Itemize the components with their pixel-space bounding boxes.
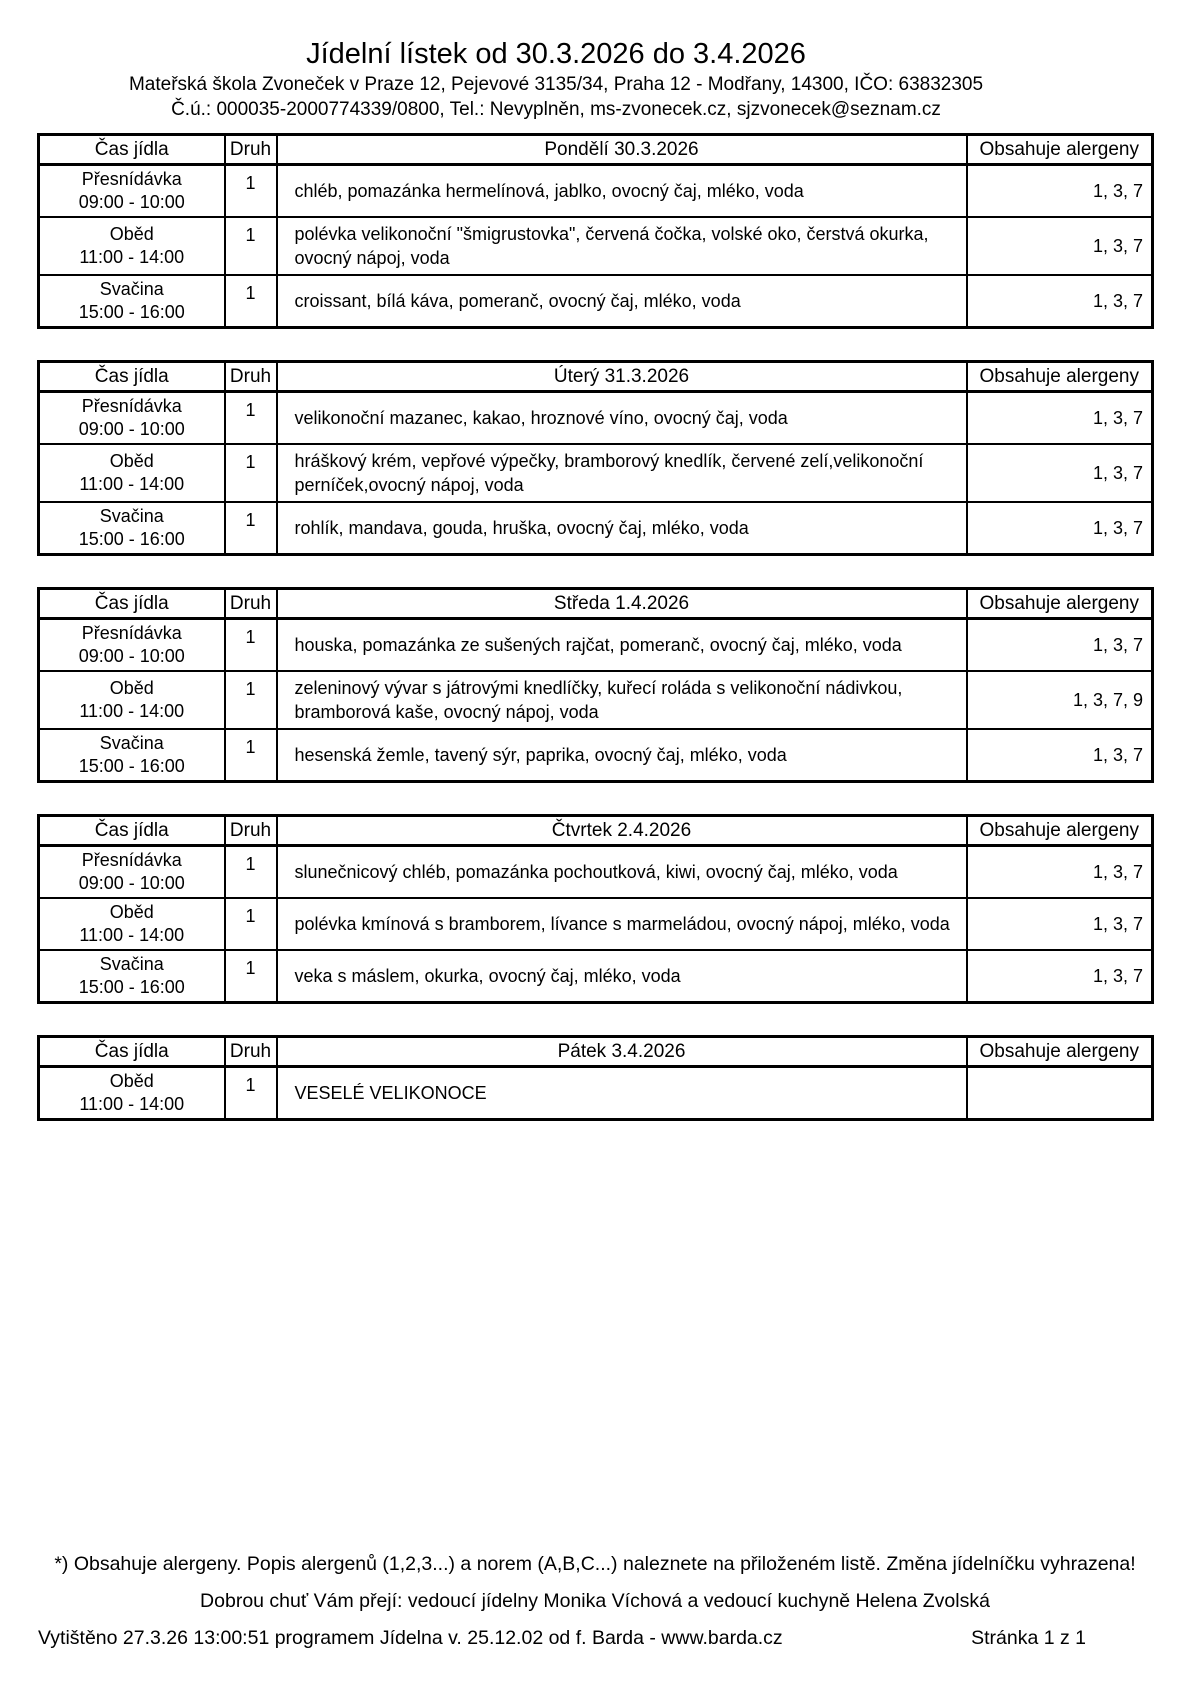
meal-name: Oběd — [109, 224, 154, 244]
meal-menu: croissant, bílá káva, pomeranč, ovocný čaj, mléko, voda — [277, 275, 967, 328]
meal-name: Oběd — [109, 1071, 154, 1091]
meal-druh: 1 — [225, 898, 277, 950]
table-header-row — [39, 816, 1153, 846]
meal-allergens: 1, 3, 7 — [967, 217, 1153, 275]
meal-allergens: 1, 3, 7 — [967, 502, 1153, 555]
meal-time-cell — [39, 846, 225, 899]
meal-time-cell — [39, 165, 225, 218]
meal-time: 11:00 - 14:00 — [79, 701, 185, 721]
page-title: Jídelní lístek od 30.3.2026 do 3.4.2026 — [306, 38, 806, 70]
table-row — [39, 846, 1153, 899]
meal-druh: 1 — [225, 392, 277, 445]
meal-name: Svačina — [99, 279, 164, 299]
col-header-druh: Druh — [225, 816, 277, 846]
meal-time-cell — [39, 392, 225, 445]
table-row — [39, 217, 1153, 275]
meal-druh: 1 — [225, 165, 277, 218]
meal-menu: velikonoční mazanec, kakao, hroznové víno, ovocný čaj, voda — [277, 392, 967, 445]
meal-time-cell — [39, 444, 225, 502]
meal-allergens: 1, 3, 7, 9 — [967, 671, 1153, 729]
meal-time: 09:00 - 10:00 — [78, 646, 185, 666]
col-header-time: Čas jídla — [39, 816, 225, 846]
meal-menu: chléb, pomazánka hermelínová, jablko, ovocný čaj, mléko, voda — [277, 165, 967, 218]
table-row — [39, 165, 1153, 218]
meal-time: 11:00 - 14:00 — [79, 925, 185, 945]
col-header-allergens: Obsahuje alergeny — [967, 362, 1153, 392]
col-header-day: Pondělí 30.3.2026 — [277, 135, 967, 165]
meal-name: Oběd — [109, 678, 154, 698]
col-header-time: Čas jídla — [39, 1037, 225, 1067]
meal-time: 11:00 - 14:00 — [79, 247, 185, 267]
col-header-day: Čtvrtek 2.4.2026 — [277, 816, 967, 846]
meal-menu: zeleninový vývar s játrovými knedlíčky, kuřecí roláda s velikonoční nádivkou, bramborová kaše, ovocný nápoj, voda — [277, 671, 967, 729]
meal-menu: polévka kmínová s bramborem, lívance s marmeládou, ovocný nápoj, mléko, voda — [277, 898, 967, 950]
col-header-druh: Druh — [225, 135, 277, 165]
meal-name: Přesnídávka — [81, 623, 182, 643]
meal-allergens: 1, 3, 7 — [967, 392, 1153, 445]
col-header-allergens: Obsahuje alergeny — [967, 1037, 1153, 1067]
menu-table-tuesday — [37, 360, 1154, 556]
menu-table-wednesday — [37, 587, 1154, 783]
meal-druh: 1 — [225, 671, 277, 729]
meal-menu: slunečnicový chléb, pomazánka pochoutková, kiwi, ovocný čaj, mléko, voda — [277, 846, 967, 899]
col-header-time: Čas jídla — [39, 589, 225, 619]
meal-time-cell — [39, 1067, 225, 1120]
col-header-druh: Druh — [225, 589, 277, 619]
meal-allergens: 1, 3, 7 — [967, 619, 1153, 672]
meal-time: 15:00 - 16:00 — [78, 529, 185, 549]
meal-time-cell — [39, 275, 225, 328]
table-row — [39, 275, 1153, 328]
meal-druh: 1 — [225, 444, 277, 502]
meal-time-cell — [39, 217, 225, 275]
printed-line: Vytištěno 27.3.26 13:00:51 programem Jídelna v. 25.12.02 od f. Barda - www.barda.cz — [38, 1627, 783, 1649]
table-header-row — [39, 135, 1153, 165]
meal-allergens: 1, 3, 7 — [967, 950, 1153, 1003]
meal-time: 09:00 - 10:00 — [78, 419, 185, 439]
meal-allergens: 1, 3, 7 — [967, 275, 1153, 328]
meal-time-cell — [39, 950, 225, 1003]
table-row — [39, 898, 1153, 950]
col-header-day: Pátek 3.4.2026 — [277, 1037, 967, 1067]
meal-druh: 1 — [225, 950, 277, 1003]
meal-name: Přesnídávka — [81, 850, 182, 870]
meal-name: Oběd — [109, 902, 154, 922]
col-header-time: Čas jídla — [39, 135, 225, 165]
meal-menu: hráškový krém, vepřové výpečky, bramborový knedlík, červené zelí,velikonoční perníček,ovocný nápoj, voda — [277, 444, 967, 502]
table-row — [39, 619, 1153, 672]
meal-menu: hesenská žemle, tavený sýr, paprika, ovocný čaj, mléko, voda — [277, 729, 967, 782]
contact-line: Č.ú.: 000035-2000774339/0800, Tel.: Nevyplněn, ms-zvonecek.cz, sjzvonecek@seznam.cz — [171, 99, 941, 120]
meal-time: 11:00 - 14:00 — [79, 1094, 185, 1114]
table-row — [39, 950, 1153, 1003]
col-header-time: Čas jídla — [39, 362, 225, 392]
meal-name: Svačina — [99, 954, 164, 974]
menu-table-monday — [37, 133, 1154, 329]
table-header-row — [39, 1037, 1153, 1067]
meal-name: Svačina — [99, 733, 164, 753]
meal-time-cell — [39, 502, 225, 555]
meal-name: Oběd — [109, 451, 154, 471]
table-header-row — [39, 362, 1153, 392]
meal-time: 09:00 - 10:00 — [78, 873, 185, 893]
col-header-allergens: Obsahuje alergeny — [967, 135, 1153, 165]
meal-menu: rohlík, mandava, gouda, hruška, ovocný čaj, mléko, voda — [277, 502, 967, 555]
meal-name: Přesnídávka — [81, 396, 182, 416]
meal-menu: polévka velikonoční "šmigrustovka", červená čočka, volské oko, čerstvá okurka, ovocný nápoj, voda — [277, 217, 967, 275]
menu-table-thursday — [37, 814, 1154, 1004]
table-row — [39, 729, 1153, 782]
meal-druh: 1 — [225, 846, 277, 899]
table-row — [39, 392, 1153, 445]
meal-time-cell — [39, 671, 225, 729]
document-header — [0, 0, 1112, 122]
table-row — [39, 444, 1153, 502]
meal-druh: 1 — [225, 1067, 277, 1120]
meal-menu: houska, pomazánka ze sušených rajčat, pomeranč, ovocný čaj, mléko, voda — [277, 619, 967, 672]
meal-time: 15:00 - 16:00 — [78, 302, 185, 322]
table-row — [39, 502, 1153, 555]
meal-name: Přesnídávka — [81, 169, 182, 189]
organization-line: Mateřská škola Zvoneček v Praze 12, Pejevové 3135/34, Praha 12 - Modřany, 14300, IČO: 63832305 — [128, 74, 984, 95]
table-header-row — [39, 589, 1153, 619]
meal-time: 15:00 - 16:00 — [78, 756, 185, 776]
col-header-druh: Druh — [225, 362, 277, 392]
meal-time: 09:00 - 10:00 — [78, 192, 185, 212]
allergens-note: *) Obsahuje alergeny. Popis alergenů (1,2,3...) a norem (A,B,C...) naleznete na přiloženém listě. Změna jídelníčku vyhrazena! — [54, 1553, 1136, 1575]
table-row — [39, 671, 1153, 729]
col-header-day: Úterý 31.3.2026 — [277, 362, 967, 392]
meal-time-cell — [39, 619, 225, 672]
table-row — [39, 1067, 1153, 1120]
meal-allergens: 1, 3, 7 — [967, 898, 1153, 950]
print-meta-row — [0, 1626, 1190, 1650]
meal-name: Svačina — [99, 506, 164, 526]
meal-time: 15:00 - 16:00 — [78, 977, 185, 997]
col-header-day: Středa 1.4.2026 — [277, 589, 967, 619]
meal-druh: 1 — [225, 217, 277, 275]
meal-druh: 1 — [225, 729, 277, 782]
meal-time-cell — [39, 729, 225, 782]
menu-table-friday — [37, 1035, 1154, 1121]
wish-line: Dobrou chuť Vám přejí: vedoucí jídelny Monika Víchová a vedoucí kuchyně Helena Zvolská — [200, 1590, 990, 1612]
meal-druh: 1 — [225, 619, 277, 672]
meal-menu: VESELÉ VELIKONOCE — [277, 1067, 967, 1120]
meal-druh: 1 — [225, 275, 277, 328]
meal-time: 11:00 - 14:00 — [79, 474, 185, 494]
meal-allergens: 1, 3, 7 — [967, 165, 1153, 218]
meal-time-cell — [39, 898, 225, 950]
col-header-allergens: Obsahuje alergeny — [967, 589, 1153, 619]
meal-menu: veka s máslem, okurka, ovocný čaj, mléko, voda — [277, 950, 967, 1003]
meal-druh: 1 — [225, 502, 277, 555]
meal-allergens: 1, 3, 7 — [967, 444, 1153, 502]
document-footer — [0, 1552, 1190, 1650]
page-number: Stránka 1 z 1 — [971, 1627, 1086, 1649]
col-header-druh: Druh — [225, 1037, 277, 1067]
col-header-allergens: Obsahuje alergeny — [967, 816, 1153, 846]
meal-allergens: 1, 3, 7 — [967, 846, 1153, 899]
meal-allergens: 1, 3, 7 — [967, 729, 1153, 782]
meal-allergens — [967, 1067, 1153, 1120]
